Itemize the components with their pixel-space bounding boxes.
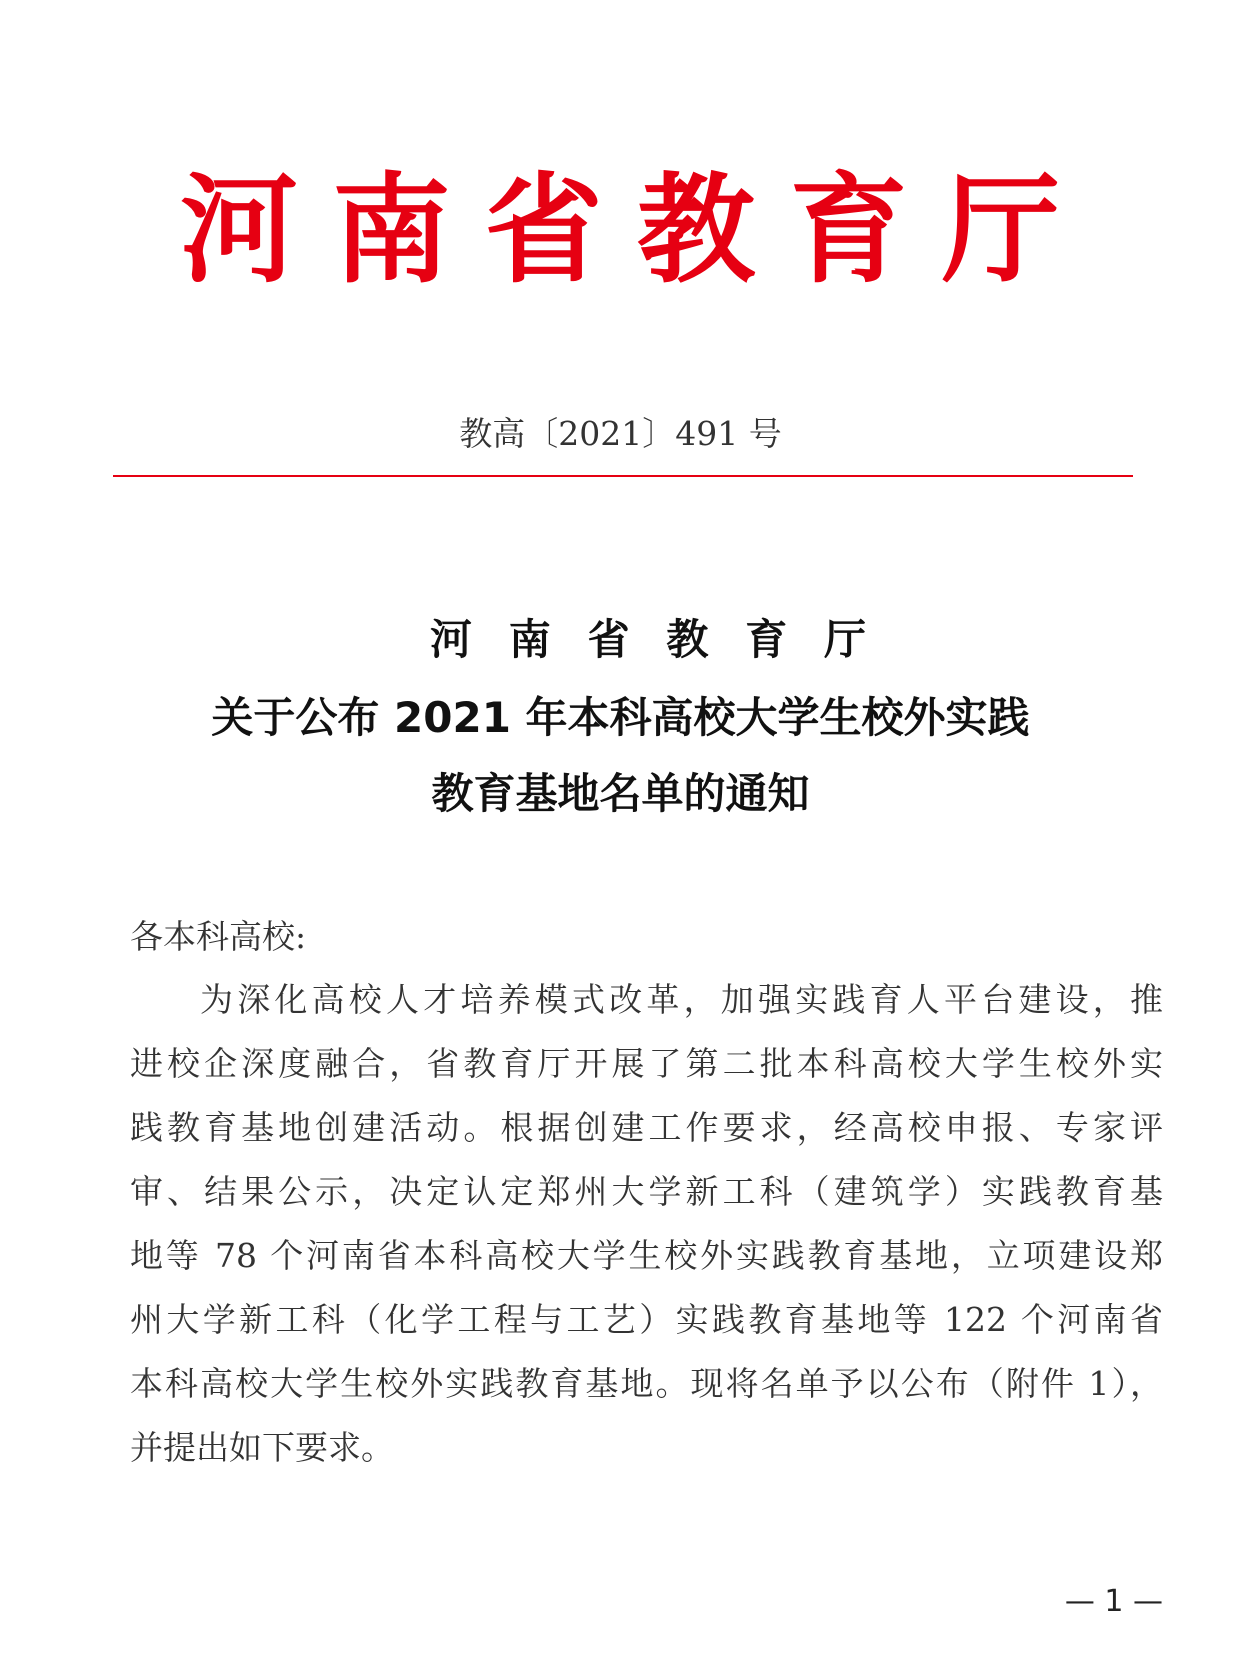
body-text-line: 地等 78 个河南省本科高校大学生校外实践教育基地，立项建设郑: [130, 1236, 1163, 1275]
red-divider-line: [113, 475, 1133, 477]
title-char: 育: [745, 615, 788, 664]
document-number: 教高〔2021〕491 号: [459, 414, 782, 453]
title-char: 省: [587, 615, 630, 664]
title-char: 南: [508, 615, 551, 664]
body-text-line: 进校企深度融合，省教育厅开展了第二批本科高校大学生校外实: [130, 1044, 1163, 1083]
body-text-line: 为深化高校人才培养模式改革，加强实践育人平台建设，推: [200, 980, 1163, 1019]
org-header-char: 教: [637, 161, 756, 299]
org-header-char: 育: [789, 161, 908, 299]
body-text-line: 本科高校大学生校外实践教育基地。现将名单予以公布（附件 1），: [130, 1364, 1163, 1403]
title-line-2: 关于公布 2021 年本科高校大学生校外实践: [211, 693, 1030, 742]
body-text-line: 审、结果公示，决定认定郑州大学新工科（建筑学）实践教育基: [130, 1172, 1163, 1211]
title-line-1: [430, 612, 866, 668]
org-header-char: 南: [332, 161, 451, 299]
title-char: 河: [430, 615, 473, 664]
title-line-3: 教育基地名单的通知: [431, 769, 810, 818]
body-text-line: 践教育基地创建活动。根据创建工作要求，经高校申报、专家评: [130, 1108, 1163, 1147]
body-text-line: 州大学新工科（化学工程与工艺）实践教育基地等 122 个河南省: [130, 1300, 1163, 1339]
title-char: 厅: [823, 615, 866, 664]
body-text-line: 并提出如下要求。: [130, 1428, 394, 1467]
title-char: 教: [666, 615, 709, 664]
org-header-char: 省: [484, 161, 603, 299]
page-number: — 1 —: [1064, 1584, 1163, 1619]
salutation: 各本科高校:: [130, 917, 307, 956]
issuing-organization-header: [180, 160, 1060, 300]
org-header-char: 厅: [941, 161, 1060, 299]
org-header-char: 河: [180, 161, 299, 299]
